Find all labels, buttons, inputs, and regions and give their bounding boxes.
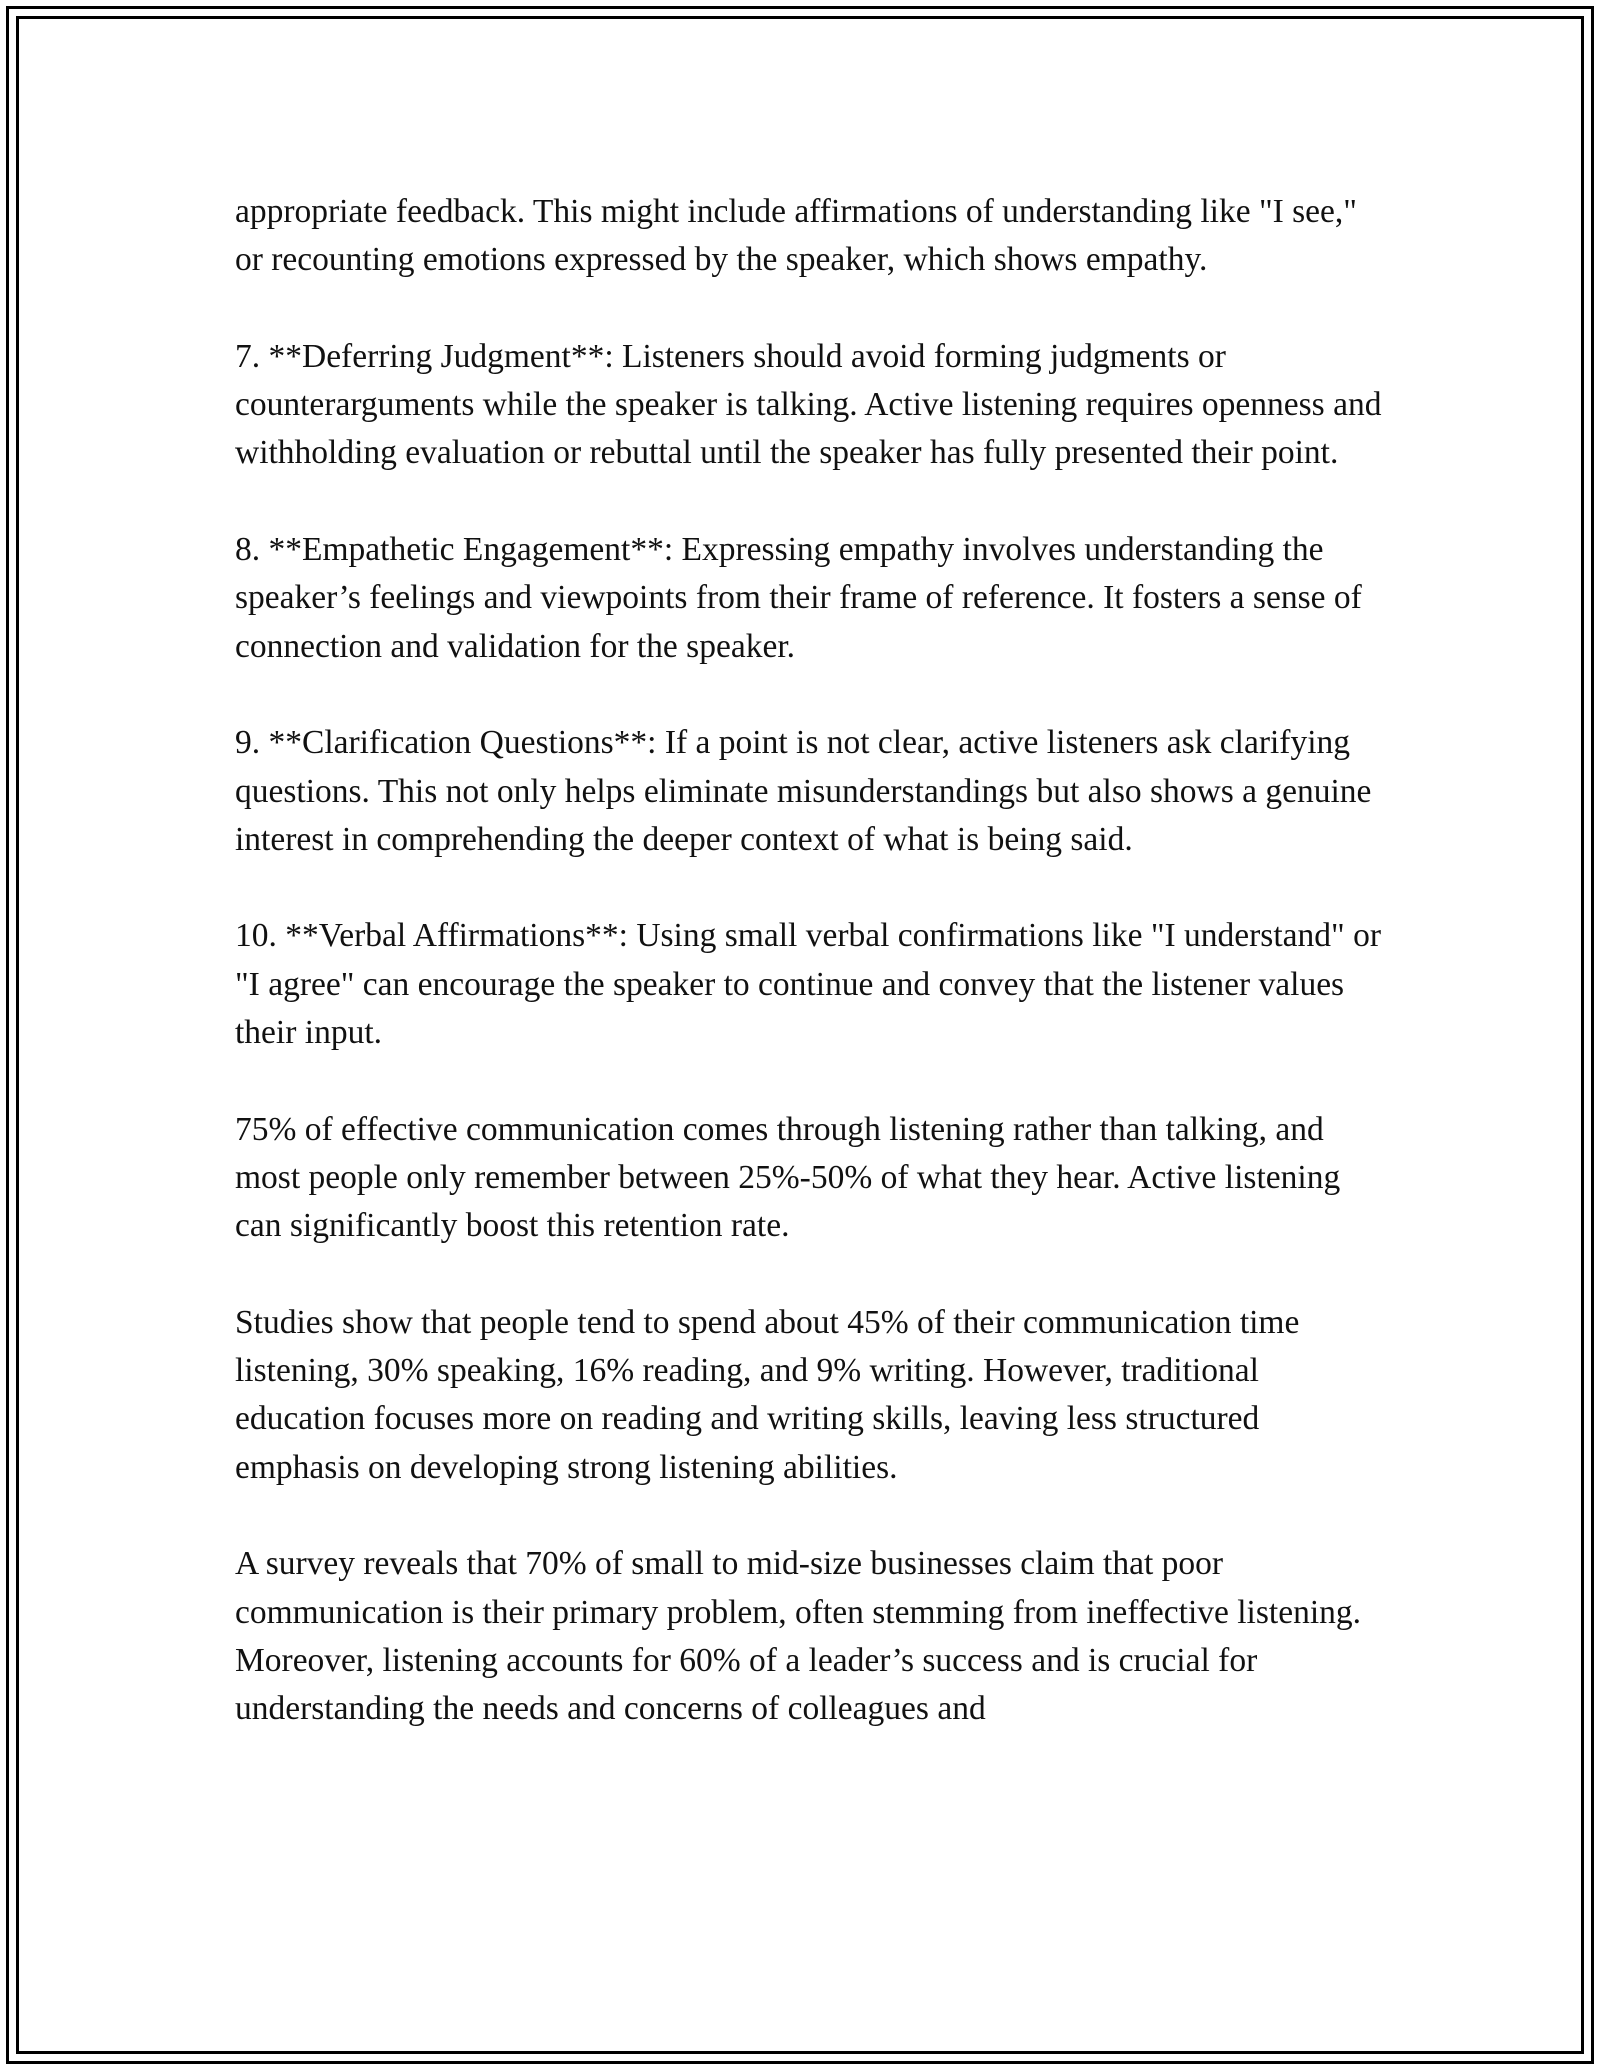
paragraph-business-survey: A survey reveals that 70% of small to mid-size businesses claim that poor communication is their primary problem, often stemming from ineffective listening. Moreover, listening accounts for 60% of a leader’s success and is crucial for understanding the needs and concerns of colleagues and xyxy=(235,1545,1362,1728)
paragraph-verbal-affirmations: 10. **Verbal Affirmations**: Using small verbal confirmations like "I understand" or "I agree" can encourage the speaker to continue and convey that the listener values their input. xyxy=(235,917,1381,1052)
paragraph-listening-statistics: 75% of effective communication comes through listening rather than talking, and most people only remember between 25%-50% of what they hear. Active listening can significantly boost this retention rate. xyxy=(235,1110,1341,1245)
paragraph-deferring-judgment: 7. **Deferring Judgment**: Listeners should avoid forming judgments or counterarguments while the speaker is talking. Active listening requires openness and withholding evaluation or rebuttal until the speaker has fully presented their point. xyxy=(235,337,1382,472)
paragraph-empathetic-engagement: 8. **Empathetic Engagement**: Expressing empathy involves understanding the speaker’s feelings and viewpoints from their frame of reference. It fosters a sense of connection and validation for the speaker. xyxy=(235,531,1362,665)
paragraph-feedback: appropriate feedback. This might include affirmations of understanding like "I see," or recounting emotions expressed by the speaker, which shows empathy. xyxy=(235,193,1357,279)
paragraph-communication-time-studies: Studies show that people tend to spend about 45% of their communication time listening, 30% speaking, 16% reading, and 9% writing. However, traditional education focuses more on reading and writing skills, leaving less structured emphasis on developing strong listening abilities. xyxy=(235,1303,1300,1486)
paragraph-clarification-questions: 9. **Clarification Questions**: If a point is not clear, active listeners ask clarifying questions. This not only helps eliminate misunderstandings but also shows a genuine interest in comprehending the deeper context of what is being said. xyxy=(235,724,1372,858)
document-body xyxy=(235,188,1385,1734)
